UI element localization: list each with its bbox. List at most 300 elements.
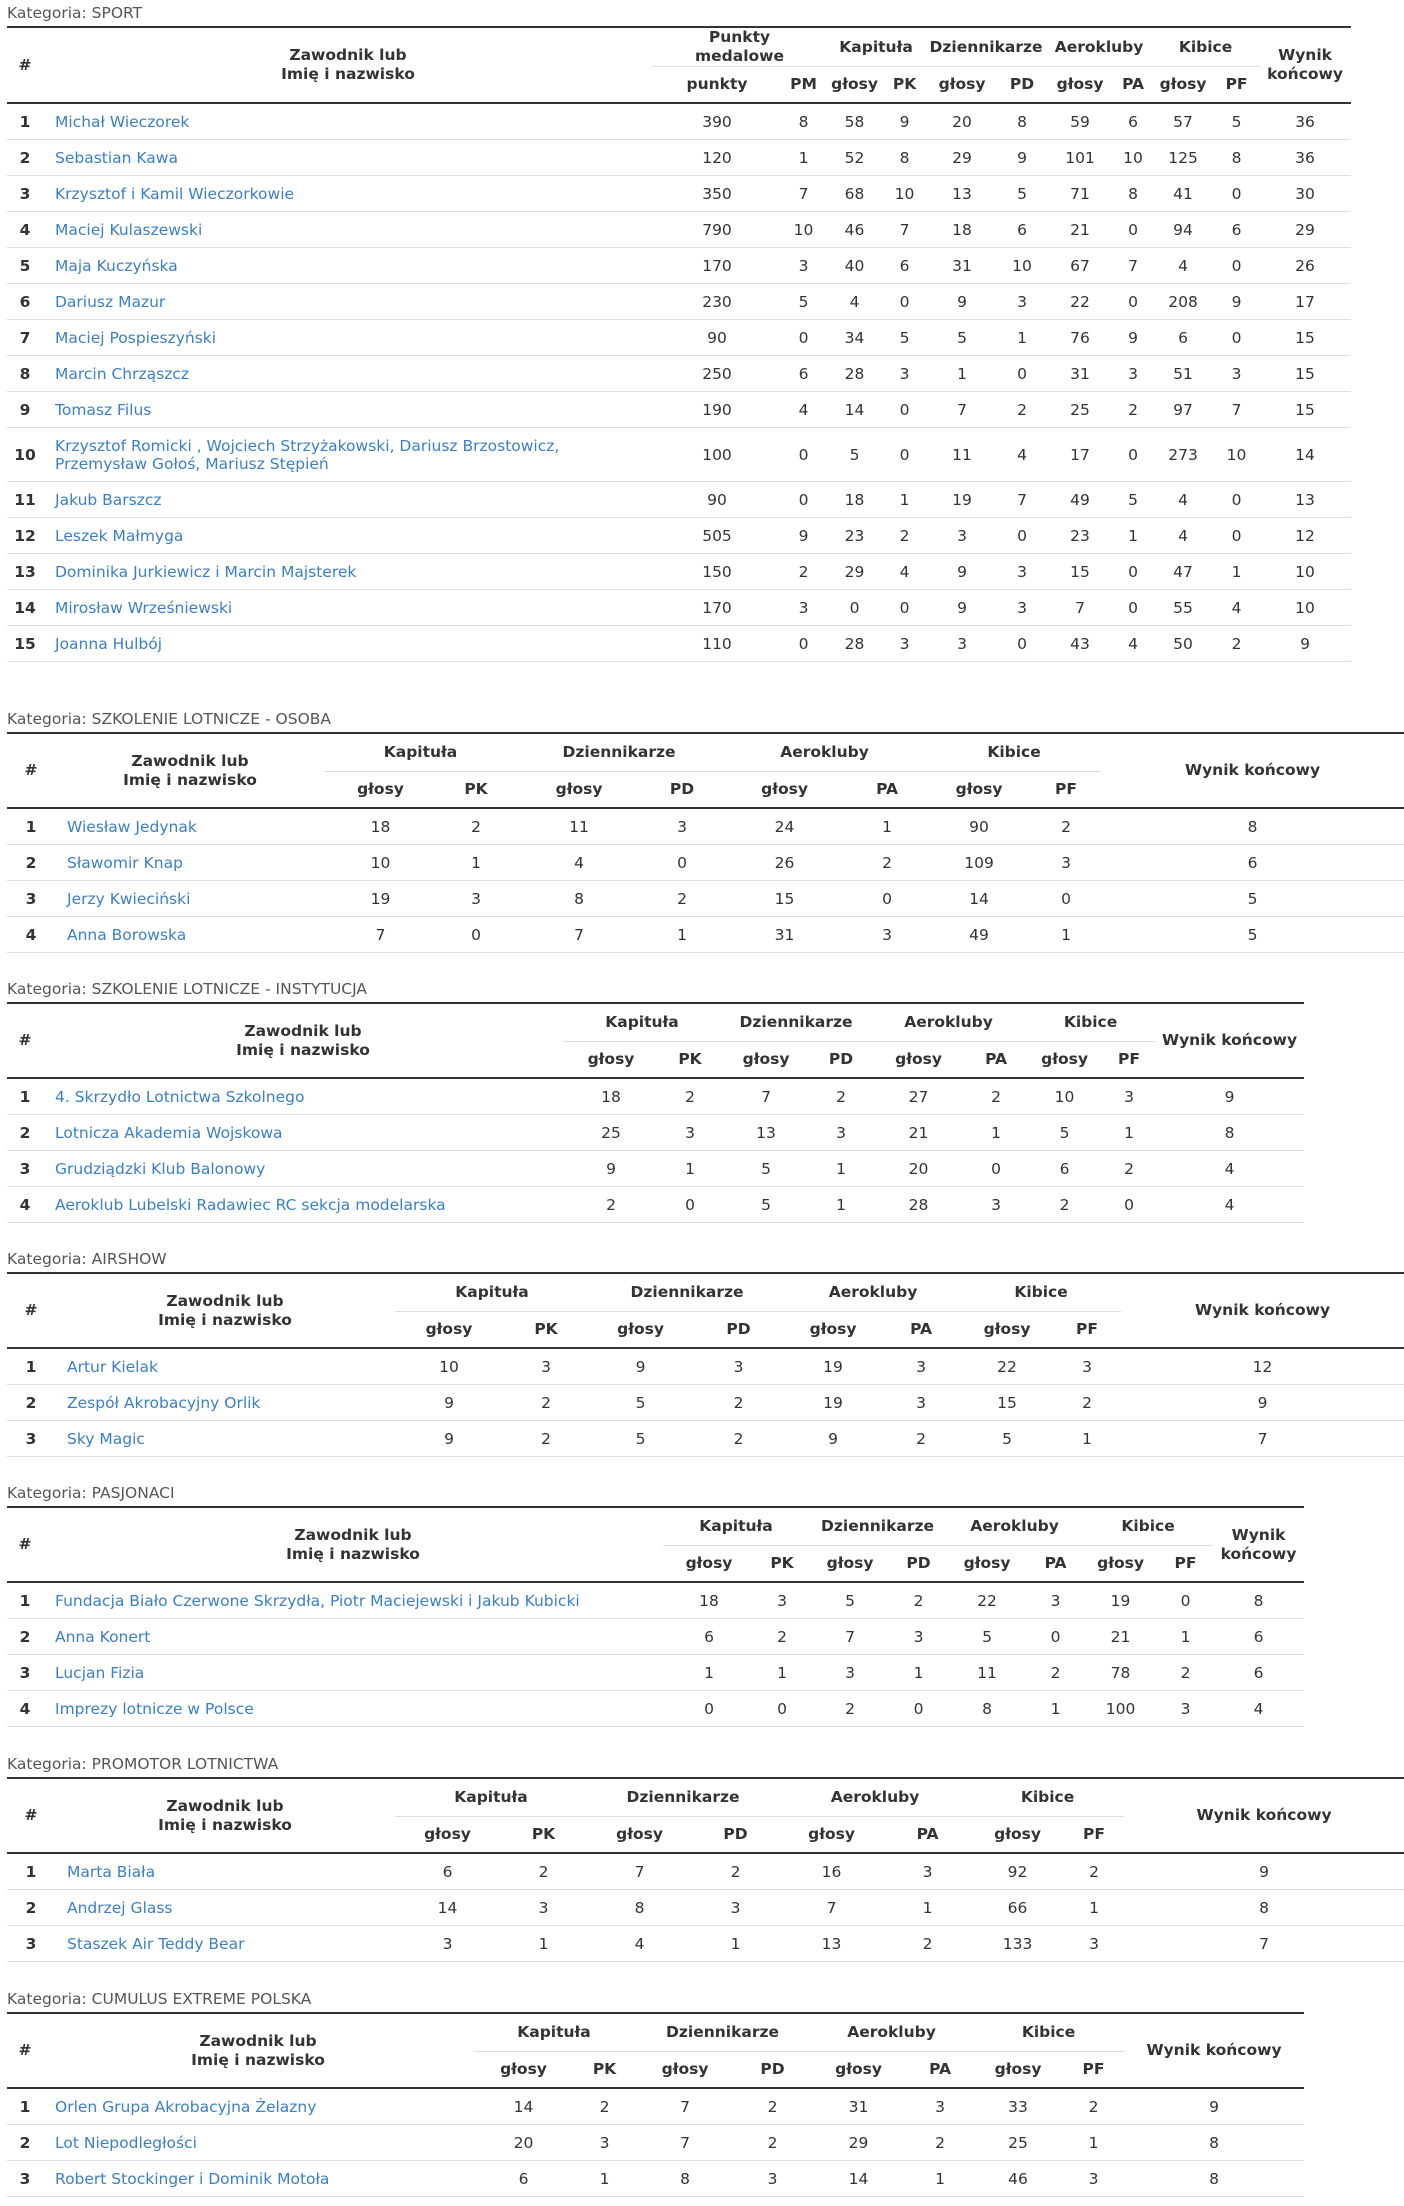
rank-cell: 3 bbox=[7, 2161, 43, 2197]
pf-header: PF bbox=[1082, 2060, 1105, 2078]
competitor-link[interactable]: Marcin Chrząszcz bbox=[55, 364, 190, 383]
pk-cell: 3 bbox=[883, 356, 926, 392]
kapitula-group-header: Kapituła bbox=[826, 27, 926, 67]
competitor-link[interactable]: Imprezy lotnicze w Polsce bbox=[55, 1699, 254, 1718]
kap-g-cell: 14 bbox=[826, 392, 883, 428]
pf-cell: 2 bbox=[1053, 1385, 1121, 1421]
rank-cell: 10 bbox=[7, 428, 43, 482]
table-row bbox=[7, 1691, 1304, 1727]
aerokluby-glosy-header: głosy bbox=[963, 1554, 1011, 1572]
kap-g-cell: 18 bbox=[563, 1078, 659, 1115]
wynik-cell: 7 bbox=[1121, 1421, 1404, 1457]
ki-g-cell: 19 bbox=[1083, 1582, 1158, 1619]
kibice-glosy-header: głosy bbox=[1159, 75, 1207, 93]
header-row-groups bbox=[7, 2013, 1304, 2052]
kibice-group-header: Kibice bbox=[1026, 1003, 1155, 1042]
kibice-glosy-header: głosy bbox=[983, 1320, 1031, 1338]
pd-header: PD bbox=[828, 1050, 854, 1068]
dziennikarze-glosy-header: głosy bbox=[617, 1320, 664, 1338]
wynik-cell: 9 bbox=[1155, 1078, 1304, 1115]
competitor-link[interactable]: Anna Borowska bbox=[67, 925, 187, 944]
kap-g-cell: 9 bbox=[563, 1151, 659, 1187]
wynik-cell: 15 bbox=[1259, 320, 1351, 356]
wynik-cell: 9 bbox=[1259, 626, 1351, 662]
punkty-cell: 250 bbox=[653, 356, 781, 392]
pk-cell: 2 bbox=[503, 1385, 589, 1421]
competitor-link[interactable]: Sky Magic bbox=[67, 1429, 145, 1448]
dz-g-cell: 9 bbox=[926, 554, 998, 590]
ki-g-cell: 133 bbox=[971, 1926, 1064, 1962]
competitor-link[interactable]: Dominika Jurkiewicz i Marcin Majsterek bbox=[55, 562, 357, 581]
competitor-link[interactable]: Leszek Małmyga bbox=[55, 526, 184, 545]
dz-g-cell: 7 bbox=[516, 917, 642, 953]
rank-cell: 3 bbox=[7, 881, 55, 917]
pd-cell: 2 bbox=[891, 1582, 946, 1619]
name-cell bbox=[43, 2088, 473, 2125]
rank-cell: 3 bbox=[7, 176, 43, 212]
competitor-link[interactable]: Grudziądzki Klub Balonowy bbox=[55, 1159, 266, 1178]
pf-cell: 0 bbox=[1214, 248, 1259, 284]
table-row bbox=[7, 482, 1351, 518]
category-title bbox=[0, 1986, 1310, 2012]
table-row bbox=[7, 428, 1351, 482]
competitor-link[interactable]: Lucjan Fizia bbox=[55, 1663, 145, 1682]
pa-cell: 0 bbox=[1114, 428, 1152, 482]
ae-g-cell: 23 bbox=[1046, 518, 1114, 554]
pd-cell: 2 bbox=[811, 1078, 871, 1115]
rank-cell: 4 bbox=[7, 1691, 43, 1727]
pa-cell: 8 bbox=[1114, 176, 1152, 212]
competitor-link[interactable]: Dariusz Mazur bbox=[55, 292, 166, 311]
name-header bbox=[43, 1507, 663, 1582]
dz-g-cell: 3 bbox=[926, 518, 998, 554]
pd-cell: 2 bbox=[735, 2088, 810, 2125]
dz-g-cell: 5 bbox=[589, 1421, 692, 1457]
pm-cell: 4 bbox=[781, 392, 826, 428]
wynik-cell: 9 bbox=[1124, 1853, 1404, 1890]
wynik-cell: 15 bbox=[1259, 356, 1351, 392]
pk-cell: 1 bbox=[883, 482, 926, 518]
wynik-cell: 10 bbox=[1259, 590, 1351, 626]
kapitula-glosy-header: głosy bbox=[685, 1554, 733, 1572]
pa-header: PA bbox=[910, 1320, 932, 1338]
pd-cell: 6 bbox=[998, 212, 1046, 248]
pd-cell: 3 bbox=[998, 590, 1046, 626]
wynik-cell: 36 bbox=[1259, 103, 1351, 140]
pa-cell: 1 bbox=[966, 1115, 1026, 1151]
category-section bbox=[0, 1246, 1331, 1457]
kap-g-cell: 9 bbox=[395, 1385, 503, 1421]
competitor-link[interactable]: Krzysztof Romicki , Wojciech Strzyżakowski, Dariusz Brzostowicz, Przemysław Gołoś, Mariusz Stępień bbox=[55, 436, 560, 473]
competitor-link[interactable]: Maciej Kulaszewski bbox=[55, 220, 203, 239]
name-cell bbox=[43, 212, 653, 248]
table-row bbox=[7, 320, 1351, 356]
pk-cell: 3 bbox=[883, 626, 926, 662]
kap-g-cell: 14 bbox=[473, 2088, 574, 2125]
pm-cell: 6 bbox=[781, 356, 826, 392]
table-row bbox=[7, 808, 1404, 845]
pa-cell: 2 bbox=[1028, 1655, 1083, 1691]
wynik-cell: 8 bbox=[1213, 1582, 1304, 1619]
kapitula-group-header: Kapituła bbox=[563, 1003, 721, 1042]
pd-cell: 0 bbox=[998, 518, 1046, 554]
pd-cell: 7 bbox=[998, 482, 1046, 518]
punkty-cell: 90 bbox=[653, 320, 781, 356]
category-name: PASJONACI bbox=[91, 1484, 175, 1502]
ki-g-cell: 22 bbox=[961, 1348, 1053, 1385]
competitor-link[interactable]: Sławomir Knap bbox=[67, 853, 183, 872]
dz-g-cell: 5 bbox=[926, 320, 998, 356]
category-prefix: Kategoria: bbox=[7, 1755, 92, 1773]
kap-g-cell: 18 bbox=[325, 808, 436, 845]
ae-g-cell: 49 bbox=[1046, 482, 1114, 518]
competitor-link[interactable]: 4. Skrzydło Lotnictwa Szkolnego bbox=[55, 1087, 305, 1106]
ki-g-cell: 4 bbox=[1152, 482, 1214, 518]
ki-g-cell: 46 bbox=[973, 2161, 1063, 2197]
name-header-line1: Zawodnik lub bbox=[244, 1021, 362, 1040]
final-score-header: Wynik końcowy bbox=[1194, 1301, 1331, 1319]
pf-cell: 2 bbox=[1031, 808, 1101, 845]
pk-cell: 3 bbox=[659, 1115, 721, 1151]
name-header-line2: Imię i nazwisko bbox=[158, 1815, 292, 1834]
pk-cell: 0 bbox=[883, 284, 926, 320]
category-name: SPORT bbox=[91, 4, 143, 22]
kap-g-cell: 9 bbox=[395, 1421, 503, 1457]
name-cell bbox=[43, 1151, 563, 1187]
rank-cell: 7 bbox=[7, 320, 43, 356]
kapitula-glosy-header: głosy bbox=[587, 1050, 635, 1068]
name-header-line2: Imię i nazwisko bbox=[286, 1544, 420, 1563]
ki-g-cell: 94 bbox=[1152, 212, 1214, 248]
aerokluby-group-header: Aerokluby bbox=[946, 1507, 1083, 1546]
pk-cell: 9 bbox=[883, 103, 926, 140]
rank-cell: 1 bbox=[7, 103, 43, 140]
wynik-cell: 4 bbox=[1213, 1691, 1304, 1727]
rank-cell: 9 bbox=[7, 392, 43, 428]
name-cell bbox=[55, 1421, 395, 1457]
ki-g-cell: 90 bbox=[927, 808, 1031, 845]
name-cell bbox=[55, 881, 325, 917]
kap-g-cell: 25 bbox=[563, 1115, 659, 1151]
pd-cell: 1 bbox=[642, 917, 722, 953]
name-header bbox=[55, 733, 325, 808]
ae-g-cell: 5 bbox=[946, 1619, 1028, 1655]
pk-cell: 3 bbox=[503, 1348, 589, 1385]
table-row bbox=[7, 2088, 1304, 2125]
pk-cell: 2 bbox=[500, 1853, 587, 1890]
pk-cell: 4 bbox=[883, 554, 926, 590]
final-score-header: Wynik końcowy bbox=[1146, 2041, 1282, 2059]
category-title bbox=[0, 0, 1310, 26]
pf-cell: 3 bbox=[1103, 1078, 1155, 1115]
pa-cell: 0 bbox=[1114, 284, 1152, 320]
pk-cell: 1 bbox=[436, 845, 516, 881]
name-cell bbox=[43, 140, 653, 176]
kibice-group-header: Kibice bbox=[1152, 27, 1259, 67]
name-cell bbox=[43, 1619, 663, 1655]
category-name: AIRSHOW bbox=[91, 1250, 167, 1268]
aerokluby-group-header: Aerokluby bbox=[810, 2013, 973, 2052]
pd-cell: 0 bbox=[998, 626, 1046, 662]
pa-header: PA bbox=[1044, 1554, 1067, 1572]
pf-header: PF bbox=[1225, 75, 1248, 93]
results-table bbox=[7, 1002, 1304, 1223]
ki-g-cell: 15 bbox=[961, 1385, 1053, 1421]
table-row bbox=[7, 1115, 1304, 1151]
pf-cell: 9 bbox=[1214, 284, 1259, 320]
wynik-cell: 29 bbox=[1259, 212, 1351, 248]
punkty-cell: 120 bbox=[653, 140, 781, 176]
pf-cell: 1 bbox=[1064, 1890, 1124, 1926]
ae-g-cell: 24 bbox=[722, 808, 847, 845]
pa-header: PA bbox=[985, 1050, 1007, 1068]
pk-cell: 1 bbox=[755, 1655, 809, 1691]
pm-cell: 2 bbox=[781, 554, 826, 590]
competitor-link[interactable]: Andrzej Glass bbox=[67, 1898, 173, 1917]
competitor-link[interactable]: Wiesław Jedynak bbox=[67, 817, 197, 836]
pk-cell: 0 bbox=[436, 917, 516, 953]
rank-cell: 2 bbox=[7, 1890, 55, 1926]
pf-header: PF bbox=[1118, 1050, 1140, 1068]
category-section bbox=[0, 976, 1310, 1223]
table-row bbox=[7, 392, 1351, 428]
results-table bbox=[7, 26, 1351, 662]
pa-cell: 1 bbox=[847, 808, 927, 845]
rank-cell: 2 bbox=[7, 1619, 43, 1655]
ae-g-cell: 17 bbox=[1046, 428, 1114, 482]
competitor-link[interactable]: Aeroklub Lubelski Radawiec RC sekcja modelarska bbox=[55, 1195, 446, 1214]
table-row bbox=[7, 356, 1351, 392]
dz-g-cell: 9 bbox=[926, 590, 998, 626]
ae-g-cell: 7 bbox=[779, 1890, 884, 1926]
kap-g-cell: 3 bbox=[395, 1926, 500, 1962]
table-row bbox=[7, 103, 1351, 140]
punkty-cell: 505 bbox=[653, 518, 781, 554]
aerokluby-group-header: Aerokluby bbox=[779, 1778, 971, 1817]
pa-cell: 3 bbox=[966, 1187, 1026, 1223]
name-header bbox=[43, 2013, 473, 2088]
pa-cell: 1 bbox=[1028, 1691, 1083, 1727]
kap-g-cell: 20 bbox=[473, 2125, 574, 2161]
pa-cell: 7 bbox=[1114, 248, 1152, 284]
kap-g-cell: 10 bbox=[395, 1348, 503, 1385]
dziennikarze-group-header: Dziennikarze bbox=[587, 1778, 779, 1817]
ae-g-cell: 8 bbox=[946, 1691, 1028, 1727]
table-row bbox=[7, 590, 1351, 626]
ae-g-cell: 21 bbox=[1046, 212, 1114, 248]
ae-g-cell: 25 bbox=[1046, 392, 1114, 428]
ae-g-cell: 67 bbox=[1046, 248, 1114, 284]
pf-header: PF bbox=[1174, 1554, 1197, 1572]
kap-g-cell: 34 bbox=[826, 320, 883, 356]
competitor-link[interactable]: Tomasz Filus bbox=[55, 400, 152, 419]
dz-g-cell: 4 bbox=[516, 845, 642, 881]
pk-cell: 3 bbox=[755, 1582, 809, 1619]
dz-g-cell: 1 bbox=[926, 356, 998, 392]
competitor-link[interactable]: Joanna Hulbój bbox=[55, 634, 163, 653]
pf-cell: 0 bbox=[1214, 482, 1259, 518]
competitor-link[interactable]: Jerzy Kwieciński bbox=[67, 889, 191, 908]
pd-cell: 3 bbox=[998, 554, 1046, 590]
pf-cell: 0 bbox=[1158, 1582, 1213, 1619]
kibice-group-header: Kibice bbox=[1083, 1507, 1213, 1546]
dziennikarze-group-header: Dziennikarze bbox=[721, 1003, 871, 1042]
ae-g-cell: 13 bbox=[779, 1926, 884, 1962]
competitor-link[interactable]: Fundacja Biało Czerwone Skrzydła, Piotr Maciejewski i Jakub Kubicki bbox=[55, 1591, 580, 1610]
competitor-link[interactable]: Anna Konert bbox=[55, 1627, 151, 1646]
name-header bbox=[55, 1273, 395, 1348]
pm-header: PM bbox=[790, 75, 817, 93]
kibice-group-header: Kibice bbox=[961, 1273, 1121, 1312]
competitor-link[interactable]: Zespół Akrobacyjny Orlik bbox=[67, 1393, 261, 1412]
punkty-cell: 110 bbox=[653, 626, 781, 662]
competitor-link[interactable]: Staszek Air Teddy Bear bbox=[67, 1934, 245, 1953]
dz-g-cell: 8 bbox=[587, 1890, 692, 1926]
wynik-cell: 8 bbox=[1155, 1115, 1304, 1151]
table-row bbox=[7, 176, 1351, 212]
category-name: SZKOLENIE LOTNICZE - OSOBA bbox=[91, 710, 332, 728]
pk-cell: 1 bbox=[659, 1151, 721, 1187]
pa-cell: 3 bbox=[907, 2088, 973, 2125]
competitor-link[interactable]: Orlen Grupa Akrobacyjna Żelazny bbox=[55, 2097, 317, 2116]
pf-cell: 1 bbox=[1214, 554, 1259, 590]
pd-cell: 3 bbox=[735, 2161, 810, 2197]
competitor-link[interactable]: Krzysztof i Kamil Wieczorkowie bbox=[55, 184, 295, 203]
pk-header: PK bbox=[770, 1554, 794, 1572]
pa-cell: 1 bbox=[907, 2161, 973, 2197]
name-cell bbox=[43, 554, 653, 590]
pm-cell: 3 bbox=[781, 590, 826, 626]
pa-cell: 3 bbox=[1028, 1582, 1083, 1619]
dz-g-cell: 8 bbox=[635, 2161, 735, 2197]
kap-g-cell: 5 bbox=[826, 428, 883, 482]
rank-cell: 3 bbox=[7, 1926, 55, 1962]
table-row bbox=[7, 1926, 1404, 1962]
category-name: PROMOTOR LOTNICTWA bbox=[91, 1755, 279, 1773]
header-row-groups bbox=[7, 27, 1351, 67]
pk-cell: 0 bbox=[755, 1691, 809, 1727]
dz-g-cell: 5 bbox=[809, 1582, 891, 1619]
ki-g-cell: 97 bbox=[1152, 392, 1214, 428]
competitor-link[interactable]: Marta Biała bbox=[67, 1862, 156, 1881]
rank-cell: 4 bbox=[7, 917, 55, 953]
competitor-link[interactable]: Artur Kielak bbox=[67, 1357, 158, 1376]
competitor-link[interactable]: Michał Wieczorek bbox=[55, 112, 190, 131]
punkty-cell: 230 bbox=[653, 284, 781, 320]
name-cell bbox=[43, 1691, 663, 1727]
ae-g-cell: 59 bbox=[1046, 103, 1114, 140]
pf-cell: 4 bbox=[1214, 590, 1259, 626]
dz-g-cell: 3 bbox=[926, 626, 998, 662]
table-row bbox=[7, 1890, 1404, 1926]
pa-cell: 0 bbox=[1028, 1619, 1083, 1655]
category-prefix: Kategoria: bbox=[7, 710, 92, 728]
pa-cell: 3 bbox=[884, 1853, 971, 1890]
pd-cell: 4 bbox=[998, 428, 1046, 482]
rank-cell: 1 bbox=[7, 2088, 43, 2125]
final-score-header: Wynik końcowy bbox=[1184, 761, 1321, 779]
kap-g-cell: 7 bbox=[325, 917, 436, 953]
final-score-header bbox=[1259, 27, 1351, 103]
wynik-cell: 12 bbox=[1259, 518, 1351, 554]
medal-header-line2: medalowe bbox=[695, 47, 785, 65]
name-cell bbox=[43, 2125, 473, 2161]
dziennikarze-group-header: Dziennikarze bbox=[589, 1273, 785, 1312]
competitor-link[interactable]: Lotnicza Akademia Wojskowa bbox=[55, 1123, 283, 1142]
rank-header: # bbox=[18, 2041, 32, 2059]
pf-cell: 3 bbox=[1064, 1926, 1124, 1962]
pf-cell: 0 bbox=[1031, 881, 1101, 917]
kapitula-glosy-header: głosy bbox=[831, 75, 878, 93]
name-cell bbox=[43, 428, 653, 482]
ki-g-cell: 6 bbox=[1026, 1151, 1103, 1187]
name-cell bbox=[55, 1348, 395, 1385]
header-row-groups bbox=[7, 1507, 1304, 1546]
pf-cell: 2 bbox=[1063, 2088, 1124, 2125]
pf-cell: 3 bbox=[1031, 845, 1101, 881]
wynik-cell: 9 bbox=[1121, 1385, 1404, 1421]
competitor-link[interactable]: Maja Kuczyńska bbox=[55, 256, 178, 275]
rank-cell: 3 bbox=[7, 1655, 43, 1691]
ki-g-cell: 6 bbox=[1152, 320, 1214, 356]
kap-g-cell: 0 bbox=[826, 590, 883, 626]
kap-g-cell: 18 bbox=[663, 1582, 755, 1619]
rank-header: # bbox=[18, 1535, 32, 1553]
ae-g-cell: 71 bbox=[1046, 176, 1114, 212]
dz-g-cell: 7 bbox=[809, 1619, 891, 1655]
ki-g-cell: 41 bbox=[1152, 176, 1214, 212]
kap-g-cell: 18 bbox=[826, 482, 883, 518]
punkty-cell: 390 bbox=[653, 103, 781, 140]
kap-g-cell: 2 bbox=[563, 1187, 659, 1223]
aerokluby-glosy-header: głosy bbox=[809, 1320, 857, 1338]
aerokluby-group-header: Aerokluby bbox=[871, 1003, 1026, 1042]
pf-header: PF bbox=[1055, 780, 1077, 798]
punkty-cell: 170 bbox=[653, 248, 781, 284]
ki-g-cell: 51 bbox=[1152, 356, 1214, 392]
kibice-group-header: Kibice bbox=[927, 733, 1101, 772]
competitor-link[interactable]: Mirosław Wrześniewski bbox=[55, 598, 233, 617]
dz-g-cell: 5 bbox=[721, 1151, 811, 1187]
competitor-link[interactable]: Lot Niepodległości bbox=[55, 2133, 197, 2152]
competitor-link[interactable]: Jakub Barszcz bbox=[55, 490, 162, 509]
pd-header: PD bbox=[906, 1554, 931, 1572]
final-score-header-line2: końcowy bbox=[1267, 65, 1343, 83]
competitor-link[interactable]: Robert Stockinger i Dominik Motoła bbox=[55, 2169, 330, 2188]
ae-g-cell: 16 bbox=[779, 1853, 884, 1890]
pa-cell: 2 bbox=[966, 1078, 1026, 1115]
aerokluby-glosy-header: głosy bbox=[895, 1050, 942, 1068]
pf-cell: 10 bbox=[1214, 428, 1259, 482]
ki-g-cell: 57 bbox=[1152, 103, 1214, 140]
ae-g-cell: 22 bbox=[1046, 284, 1114, 320]
wynik-cell: 8 bbox=[1124, 2161, 1304, 2197]
header-row-groups bbox=[7, 733, 1404, 772]
wynik-cell: 4 bbox=[1155, 1187, 1304, 1223]
competitor-link[interactable]: Sebastian Kawa bbox=[55, 148, 178, 167]
punkty-header: punkty bbox=[686, 75, 748, 93]
category-title bbox=[0, 1480, 1310, 1506]
pd-header: PD bbox=[1009, 75, 1035, 93]
pa-cell: 4 bbox=[1114, 626, 1152, 662]
aerokluby-group-header: Aerokluby bbox=[722, 733, 927, 772]
pf-cell: 1 bbox=[1031, 917, 1101, 953]
competitor-link[interactable]: Maciej Pospieszyński bbox=[55, 328, 217, 347]
kap-g-cell: 58 bbox=[826, 103, 883, 140]
table-row bbox=[7, 845, 1404, 881]
pk-cell: 8 bbox=[883, 140, 926, 176]
results-table bbox=[7, 2012, 1304, 2197]
